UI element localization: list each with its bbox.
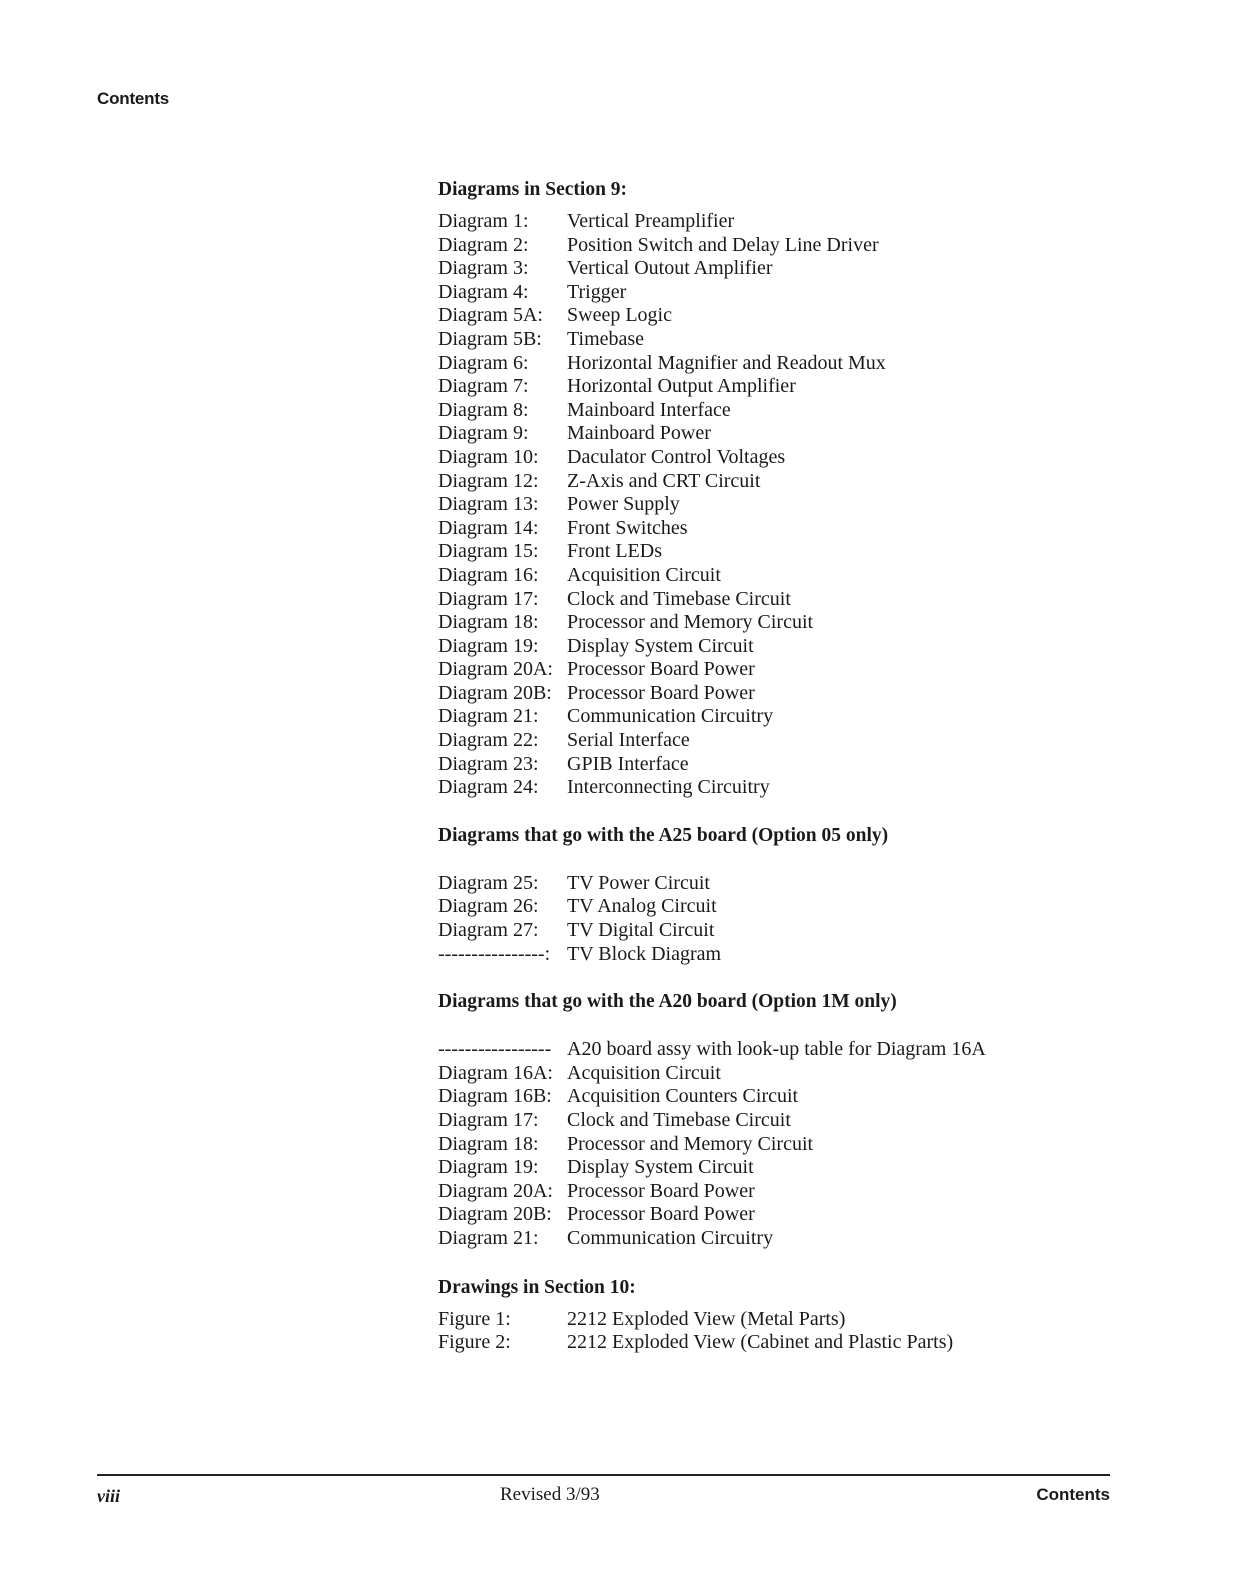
- entry-label: Diagram 27:: [438, 919, 539, 942]
- entry-label: Diagram 6:: [438, 351, 529, 374]
- list-item: [438, 257, 1078, 281]
- list-item: [438, 493, 1078, 517]
- list-item: [438, 1180, 1078, 1204]
- section-heading: Diagrams in Section 9:: [438, 179, 628, 200]
- entry-description: TV Analog Circuit: [567, 895, 717, 918]
- entry-description: Mainboard Interface: [567, 398, 731, 421]
- running-head: Contents: [97, 89, 170, 108]
- page-number: viii: [97, 1486, 120, 1506]
- entry-description: Acquisition Counters Circuit: [567, 1085, 799, 1108]
- list-item: [438, 682, 1078, 706]
- list-item: [438, 1331, 1078, 1355]
- list-item: [438, 1109, 1078, 1133]
- section-heading: Diagrams that go with the A25 board (Option 05 only): [438, 824, 889, 846]
- footer-rule: [97, 1474, 1110, 1476]
- list-item: [438, 588, 1078, 612]
- entry-label: Diagram 8:: [438, 398, 529, 421]
- entry-description: Serial Interface: [567, 729, 690, 752]
- list-item: [438, 540, 1078, 564]
- list-item: [438, 611, 1078, 635]
- entry-description: 2212 Exploded View (Metal Parts): [567, 1307, 846, 1330]
- entry-description: Display System Circuit: [567, 634, 754, 657]
- entry-label: Figure 2:: [438, 1331, 511, 1354]
- entry-label: Diagram 18:: [438, 611, 539, 634]
- entry-description: TV Block Diagram: [567, 942, 722, 965]
- list-item: [438, 943, 1078, 967]
- entry-label: Diagram 21:: [438, 705, 539, 728]
- list-item: [438, 210, 1078, 234]
- entry-description: Interconnecting Circuitry: [567, 776, 770, 799]
- entry-description: Communication Circuitry: [567, 1226, 774, 1249]
- entry-label: Diagram 21:: [438, 1226, 539, 1249]
- entry-description: Clock and Timebase Circuit: [567, 1109, 791, 1131]
- entry-label: Figure 1:: [438, 1307, 511, 1330]
- entry-description: Display System Circuit: [567, 1156, 754, 1179]
- list-item: [438, 658, 1078, 682]
- entry-label: Diagram 20B:: [438, 1203, 552, 1226]
- entry-description: Processor and Memory Circuit: [567, 1132, 814, 1155]
- entry-label: Diagram 3:: [438, 257, 529, 280]
- entry-list: [438, 872, 1078, 966]
- entry-description: Horizontal Output Amplifier: [567, 375, 796, 398]
- list-item: [438, 705, 1078, 729]
- entry-description: Z-Axis and CRT Circuit: [567, 469, 761, 492]
- entry-label: Diagram 4:: [438, 280, 529, 303]
- list-item: [438, 399, 1078, 423]
- list-item: [438, 422, 1078, 446]
- entry-label: Diagram 20B:: [438, 681, 552, 704]
- entry-description: Processor Board Power: [567, 658, 755, 681]
- entry-label: Diagram 12:: [438, 469, 539, 492]
- list-item: [438, 919, 1078, 943]
- entry-description: Sweep Logic: [567, 304, 672, 327]
- footer-section-name: Contents: [1036, 1485, 1110, 1504]
- revision-note: Revised 3/93: [500, 1484, 600, 1505]
- entry-label: Diagram 5B:: [438, 327, 542, 350]
- entry-description: Power Supply: [567, 493, 680, 516]
- list-item: [438, 304, 1078, 328]
- entry-label: Diagram 26:: [438, 895, 539, 918]
- entry-description: Acquisition Circuit: [567, 563, 721, 586]
- entry-description: Position Switch and Delay Line Driver: [567, 233, 879, 256]
- entry-label: Diagram 1:: [438, 210, 529, 232]
- entry-label: Diagram 18:: [438, 1132, 539, 1155]
- entry-label: Diagram 22:: [438, 729, 539, 752]
- list-item: [438, 470, 1078, 494]
- list-item: [438, 375, 1078, 399]
- list-item: [438, 1038, 1078, 1062]
- list-item: [438, 1062, 1078, 1086]
- entry-description: 2212 Exploded View (Cabinet and Plastic Parts): [567, 1331, 954, 1354]
- entry-label: ----------------:: [438, 942, 551, 965]
- entry-label: Diagram 14:: [438, 516, 539, 539]
- entry-label: Diagram 17:: [438, 587, 539, 610]
- entry-label: Diagram 25:: [438, 871, 539, 894]
- entry-description: Acquisition Circuit: [567, 1061, 721, 1084]
- entry-description: Processor Board Power: [567, 1179, 755, 1202]
- entry-description: Processor Board Power: [567, 1203, 755, 1226]
- contents-body: [438, 178, 1078, 1355]
- entry-list: [438, 210, 1078, 800]
- entry-label: Diagram 7:: [438, 375, 529, 398]
- entry-description: Timebase: [567, 327, 645, 350]
- list-item: [438, 352, 1078, 376]
- entry-description: Mainboard Power: [567, 422, 711, 445]
- entry-description: TV Digital Circuit: [567, 919, 715, 942]
- entry-description: Vertical Outout Amplifier: [567, 257, 773, 280]
- entry-label: Diagram 2:: [438, 233, 529, 256]
- list-item: [438, 1156, 1078, 1180]
- entry-label: Diagram 19:: [438, 634, 539, 657]
- list-item: [438, 753, 1078, 777]
- entry-description: Front Switches: [567, 516, 688, 539]
- list-item: [438, 1308, 1078, 1332]
- entry-description: Daculator Control Voltages: [567, 445, 786, 468]
- entry-label: Diagram 23:: [438, 752, 539, 775]
- entry-label: Diagram 16B:: [438, 1085, 552, 1108]
- entry-description: TV Power Circuit: [567, 871, 710, 894]
- entry-description: Vertical Preamplifier: [567, 210, 735, 232]
- entry-label: Diagram 20A:: [438, 1179, 553, 1202]
- list-item: [438, 1133, 1078, 1157]
- entry-label: Diagram 15:: [438, 540, 539, 563]
- entry-description: Trigger: [567, 280, 627, 303]
- list-item: [438, 446, 1078, 470]
- list-item: [438, 564, 1078, 588]
- entry-label: Diagram 10:: [438, 445, 539, 468]
- entry-description: GPIB Interface: [567, 752, 689, 775]
- list-item: [438, 729, 1078, 753]
- entry-description: Clock and Timebase Circuit: [567, 587, 791, 610]
- list-item: [438, 895, 1078, 919]
- entry-label: Diagram 20A:: [438, 658, 553, 681]
- entry-label: Diagram 9:: [438, 422, 529, 445]
- list-item: [438, 776, 1078, 800]
- entry-description: Processor and Memory Circuit: [567, 611, 814, 634]
- entry-description: Horizontal Magnifier and Readout Mux: [567, 351, 886, 374]
- list-item: [438, 872, 1078, 896]
- entry-list: [438, 1038, 1078, 1250]
- list-item: [438, 234, 1078, 258]
- entry-description: A20 board assy with look-up table for Diagram 16A: [567, 1038, 986, 1061]
- entry-label: -----------------: [438, 1038, 552, 1061]
- entry-description: Processor Board Power: [567, 681, 755, 704]
- list-item: [438, 1227, 1078, 1251]
- entry-label: Diagram 19:: [438, 1156, 539, 1179]
- entry-label: Diagram 24:: [438, 776, 539, 799]
- section-heading: Diagrams that go with the A20 board (Option 1M only): [438, 991, 897, 1013]
- list-item: [438, 1203, 1078, 1227]
- entry-list: [438, 1308, 1078, 1355]
- entry-label: Diagram 17:: [438, 1109, 539, 1131]
- entry-description: Front LEDs: [567, 540, 662, 563]
- list-item: [438, 281, 1078, 305]
- entry-label: Diagram 16A:: [438, 1061, 553, 1084]
- list-item: [438, 517, 1078, 541]
- entry-label: Diagram 16:: [438, 563, 539, 586]
- entry-label: Diagram 5A:: [438, 304, 543, 327]
- list-item: [438, 1085, 1078, 1109]
- list-item: [438, 328, 1078, 352]
- list-item: [438, 635, 1078, 659]
- entry-description: Communication Circuitry: [567, 705, 774, 728]
- section-heading: Drawings in Section 10:: [438, 1276, 636, 1298]
- entry-label: Diagram 13:: [438, 493, 539, 516]
